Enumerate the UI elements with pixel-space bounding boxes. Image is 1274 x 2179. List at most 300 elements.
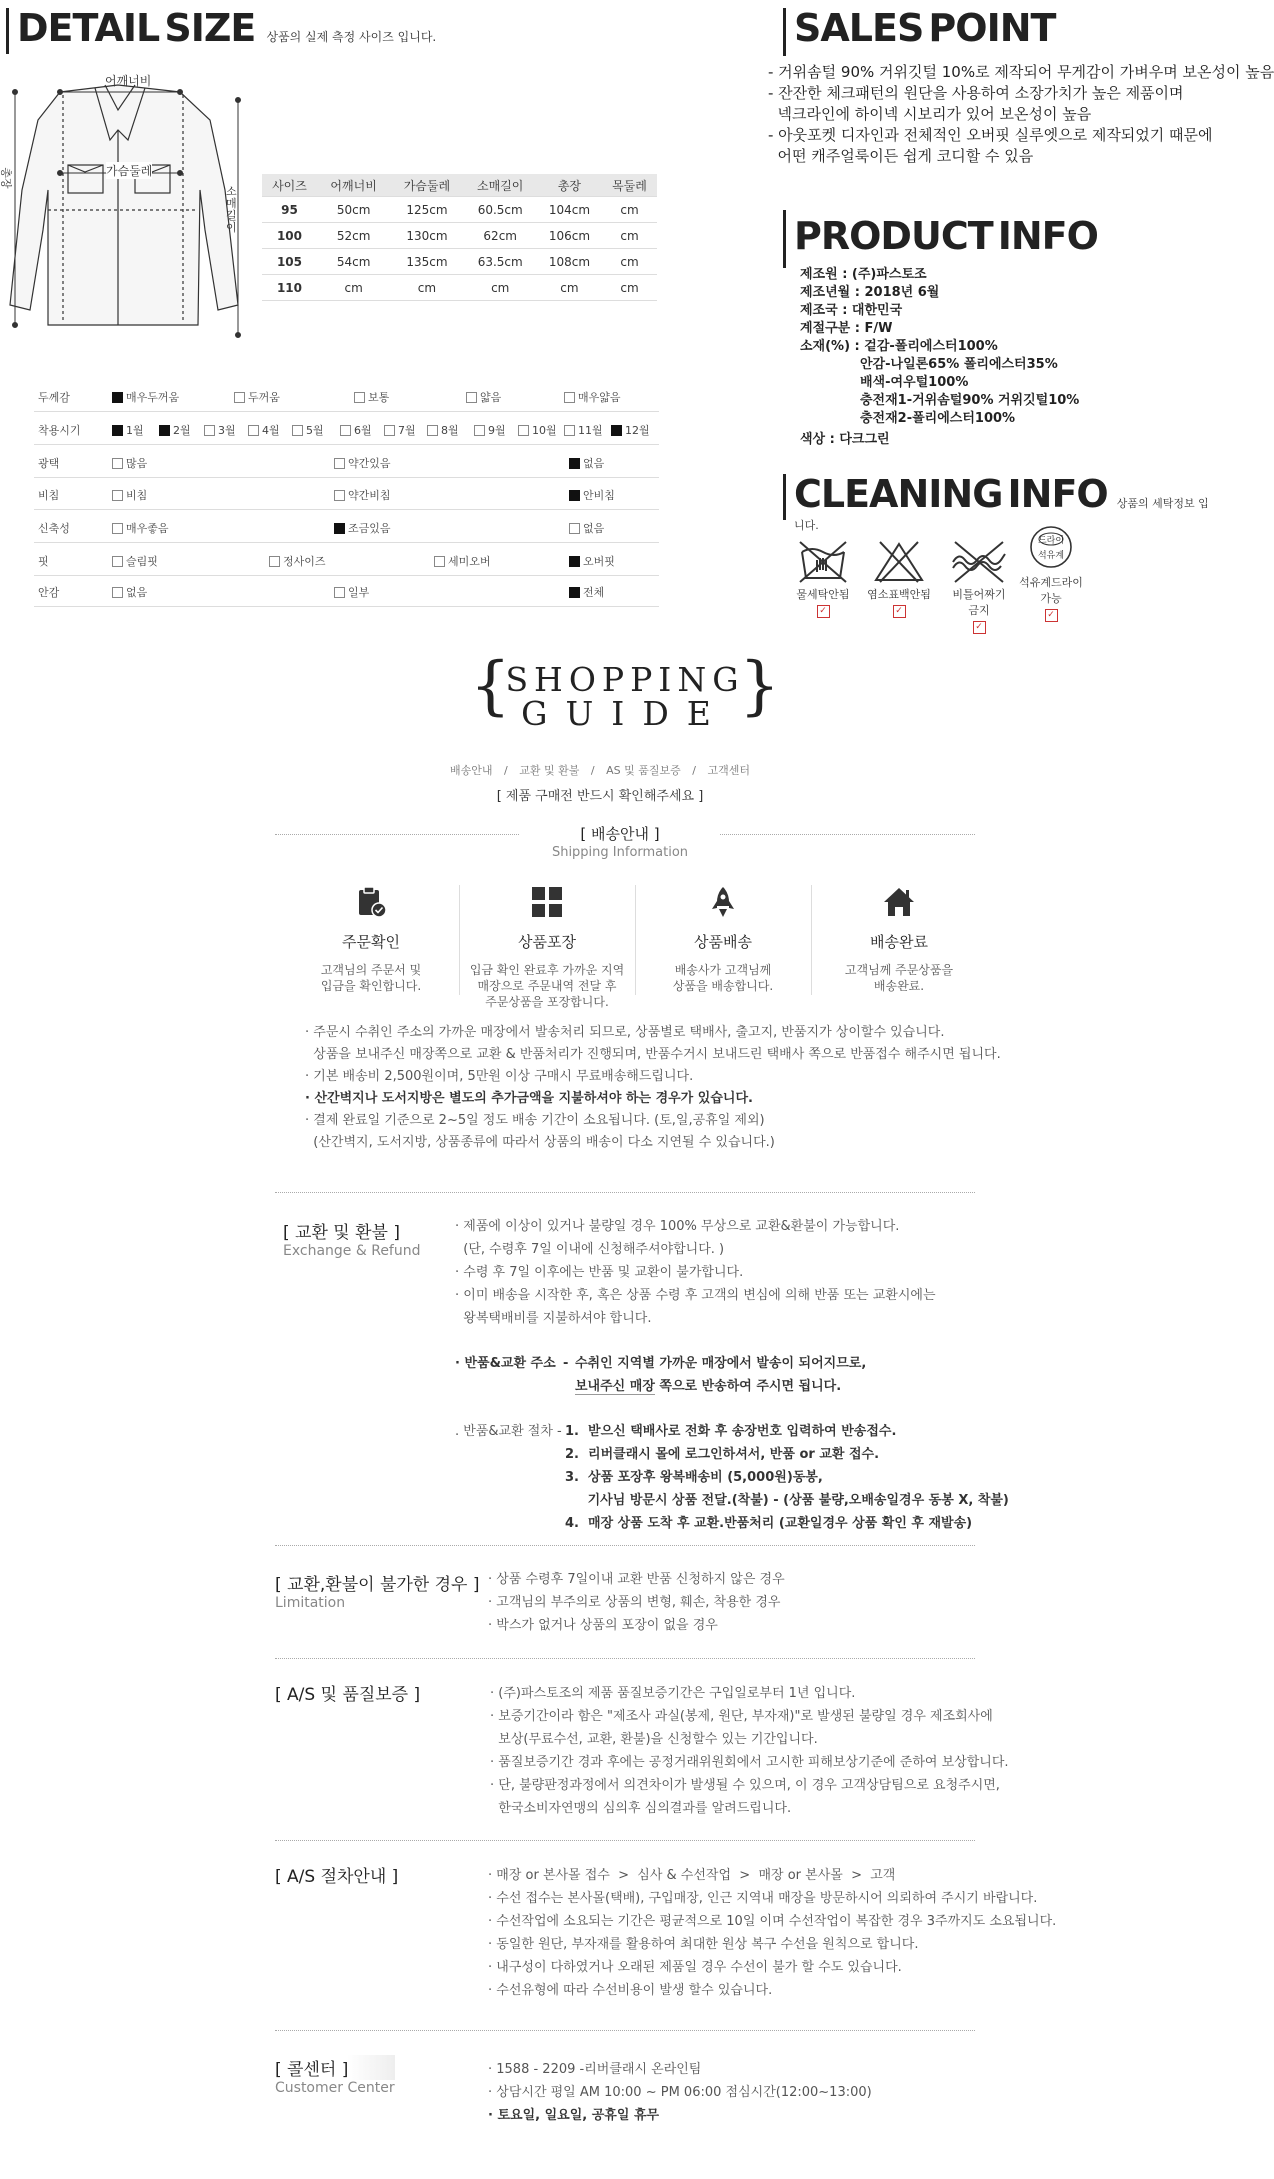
guide-brace-right: }: [739, 649, 780, 723]
care-item-no-bleach: [862, 538, 936, 618]
attribute-row: [34, 413, 659, 445]
length-label: 총장: [0, 167, 13, 189]
guide-title-bottom: GUIDE: [521, 694, 729, 733]
package-icon: [530, 885, 564, 919]
attribute-option: [569, 487, 615, 503]
shipping-note: · 결제 완료일 기준으로 2~5일 정도 배송 기간이 소요됩니다. (토,일,공휴일 제외): [305, 1113, 765, 1128]
check-icon: ✓: [893, 605, 906, 618]
attribute-option-label: 6월: [354, 424, 372, 437]
unchecked-box-icon: [112, 458, 123, 469]
as-process-line: · 수선 접수는 본사몰(택배), 구입매장, 인근 지역내 매장을 방문하시어 의뢰하여 주시기 바랍니다.: [488, 1891, 1038, 1906]
attribute-option-label: 9월: [488, 424, 506, 437]
size-cell: 135cm: [390, 249, 463, 275]
unchecked-box-icon: [248, 425, 259, 436]
attribute-option: [569, 520, 604, 536]
size-row: [262, 249, 657, 275]
attribute-option: [569, 553, 615, 569]
attribute-option: [112, 455, 147, 471]
return-address-line2: [575, 1375, 841, 1398]
as-process-title: [ A/S 절차안내 ]: [275, 1867, 399, 1887]
shipping-note: (산간벽지, 도서지방, 상품종류에 따라서 상품의 배송이 다소 지연될 수 있습니다.): [305, 1135, 775, 1150]
attribute-option: [384, 422, 416, 438]
step-desc: 고객님께 주문상품을 배송완료.: [844, 963, 954, 993]
attribute-option-label: 11월: [578, 424, 603, 437]
step-title: 배송완료: [870, 933, 928, 951]
size-cell: cm: [602, 275, 657, 301]
detail-title-b: SIZE: [164, 6, 256, 50]
attribute-option-label: 두꺼움: [248, 391, 280, 404]
attribute-option: [354, 389, 389, 405]
shipping-subtitle: Shipping Information: [551, 845, 689, 860]
customer-center-heading: [275, 2055, 395, 2096]
checked-box-icon: [112, 425, 123, 436]
product-info-line: 색상 : 다크그린: [800, 432, 890, 447]
unchecked-box-icon: [334, 458, 345, 469]
attribute-option: [292, 422, 324, 438]
attribute-option: [611, 422, 650, 438]
step-title: 주문확인: [342, 933, 400, 951]
unchecked-box-icon: [564, 392, 575, 403]
size-row: [262, 197, 657, 223]
unchecked-box-icon: [112, 556, 123, 567]
size-row: [262, 223, 657, 249]
attribute-label: 핏: [38, 555, 49, 568]
attribute-label: 안감: [38, 586, 60, 599]
step-package: [459, 885, 635, 1010]
attribute-option-label: 안비침: [583, 489, 615, 502]
sleeve-label: 소매길이: [226, 185, 237, 234]
as-line: · (주)파스토조의 제품 품질보증기간은 구입일로부터 1년 입니다.: [490, 1686, 856, 1701]
size-cell: cm: [464, 275, 537, 301]
as-process-line: · 내구성이 다하였거나 오래된 제품일 경우 수선이 불가 할 수도 있습니다.: [488, 1960, 902, 1975]
sales-title-a: SALES: [794, 6, 924, 50]
attribute-option-label: 많음: [126, 457, 148, 470]
check-icon: ✓: [973, 621, 986, 634]
shipping-note: · 주문시 수취인 주소의 가까운 매장에서 발송처리 되므로, 상품별로 택배사, 출고지, 반품지가 상이할수 있습니다.: [305, 1025, 945, 1040]
attribute-option-label: 4월: [262, 424, 280, 437]
cleaning-info-heading: [783, 472, 1213, 532]
return-process-step: 2. 리버클래시 몰에 로그인하셔서, 반품 or 교환 접수.: [565, 1447, 880, 1462]
customer-center-line: · 상담시간 평일 AM 10:00 ~ PM 06:00 점심시간(12:00~13:00): [488, 2085, 872, 2100]
rocket-icon: [706, 885, 740, 919]
as-process-body: [488, 1864, 1057, 2002]
home-icon: [882, 885, 916, 919]
attribute-option-label: 얇음: [480, 391, 502, 404]
attribute-option-label: 약간비침: [348, 489, 391, 502]
attribute-option: [564, 422, 603, 438]
product-title-a: PRODUCT: [794, 214, 993, 258]
step-desc: 고객님의 주문서 및 입금을 확인합니다.: [320, 963, 422, 993]
size-cell: 110: [262, 275, 317, 301]
checked-box-icon: [569, 587, 580, 598]
attribute-option: [474, 422, 506, 438]
attribute-option: [159, 422, 191, 438]
unchecked-box-icon: [434, 556, 445, 567]
attribute-label: 두께감: [38, 391, 70, 404]
sales-point-line: - 아웃포켓 디자인과 전체적인 오버핏 실루엣으로 제작되었기 때문에: [768, 126, 1213, 144]
exchange-line: · 이미 배송을 시작한 후, 혹은 상품 수령 후 고객의 변심에 의해 반품 또는 교환시에는: [455, 1288, 936, 1303]
unchecked-box-icon: [569, 523, 580, 534]
size-col-header: 목둘레: [602, 174, 657, 197]
product-info-line: 충전재2-폴리에스터100%: [860, 411, 1016, 426]
attribute-row: [34, 380, 659, 412]
sales-point-list: [768, 62, 1274, 167]
size-cell: 100: [262, 223, 317, 249]
care-item-dry-clean: [1014, 524, 1088, 622]
unchecked-box-icon: [269, 556, 280, 567]
exchange-line: · 수령 후 7일 이후에는 반품 및 교환이 불가합니다.: [455, 1265, 744, 1280]
cs-title: [ 콜센터 ]: [275, 2055, 395, 2080]
divider: [275, 2030, 975, 2031]
product-info-line: 충전재1-거위솜털90% 거위깃털10%: [860, 393, 1080, 408]
attribute-option-label: 오버핏: [583, 555, 615, 568]
shoulder-label: 어깨너비: [105, 74, 152, 88]
return-process-step: 3. 상품 포장후 왕복배송비 (5,000원)동봉,: [565, 1470, 823, 1485]
detail-size-heading: [6, 8, 436, 54]
return-process-label: . 반품&교환 절차 -: [455, 1424, 562, 1439]
shipping-note: 상품을 보내주신 매장쪽으로 교환 & 반품처리가 진행되며, 반품수거시 보내드린 택배사 쪽으로 반품접수 해주시면 됩니다.: [305, 1047, 1001, 1062]
sales-point-heading: [783, 8, 1055, 56]
checked-box-icon: [569, 556, 580, 567]
return-address-store: 보내주신 매장: [575, 1379, 655, 1394]
attribute-option: [334, 520, 391, 536]
product-info-line: 제조원 : (주)파스토조: [800, 267, 927, 282]
as-process-heading: [275, 1862, 398, 1887]
unchecked-box-icon: [354, 392, 365, 403]
as-process-line: · 동일한 원단, 부자재를 활용하여 최대한 원상 복구 수선을 원칙으로 합니다.: [488, 1937, 919, 1952]
unchecked-box-icon: [292, 425, 303, 436]
step-title: 상품포장: [518, 933, 576, 951]
return-process-step: 4. 매장 상품 도착 후 교환.반품처리 (교환일경우 상품 확인 후 재발송): [565, 1516, 973, 1531]
step-desc: 입금 확인 완료후 가까운 지역 매장으로 주문내역 전달 후 주문상품을 포장합니다.: [469, 963, 625, 1009]
product-info-line: 배색-여우털100%: [860, 375, 969, 390]
size-cell: cm: [602, 249, 657, 275]
size-cell: cm: [390, 275, 463, 301]
attribute-option-label: 없음: [583, 457, 605, 470]
cleaning-note: 상품의 세탁정보 입니다.: [794, 497, 1209, 532]
attribute-option: [234, 389, 280, 405]
divider: [275, 1840, 975, 1841]
size-cell: cm: [317, 275, 390, 301]
return-process-step: 1. 받으신 택배사로 전화 후 송장번호 입력하여 반송접수.: [565, 1424, 897, 1439]
unchecked-box-icon: [384, 425, 395, 436]
attribute-option-label: 슬림핏: [126, 555, 158, 568]
size-col-header: 가슴둘레: [390, 174, 463, 197]
size-cell: cm: [602, 197, 657, 223]
sales-title-b: POINT: [928, 6, 1056, 50]
customer-center-line: · 토요일, 일요일, 공휴일 휴무: [488, 2108, 660, 2123]
as-line: 보상(무료수선, 교환, 환불)을 신청할수 있는 기간입니다.: [490, 1732, 818, 1747]
exchange-heading: [283, 1218, 421, 1259]
care-label-hand-wash: 물세탁안됨: [796, 588, 850, 601]
attribute-option: [427, 422, 459, 438]
guide-nav-shipping[interactable]: 배송안내: [450, 764, 493, 777]
care-label-no-wring: 비틀어짜기 금지: [952, 588, 1006, 617]
checked-box-icon: [569, 490, 580, 501]
attribute-option-label: 5월: [306, 424, 324, 437]
unchecked-box-icon: [112, 523, 123, 534]
dry-clean-icon: [1028, 524, 1074, 570]
attribute-row: [34, 575, 659, 607]
guide-nav-as[interactable]: AS 및 품질보증: [606, 764, 681, 777]
detail-note: 상품의 실제 측정 사이즈 입니다.: [266, 30, 437, 44]
size-cell: 130cm: [390, 223, 463, 249]
size-cell: cm: [602, 223, 657, 249]
cleaning-title-a: CLEANING: [794, 472, 1003, 516]
care-label-no-bleach: 염소표백안됨: [867, 588, 931, 601]
guide-nav-cs[interactable]: 고객센터: [707, 764, 750, 777]
attribute-label: 신축성: [38, 522, 70, 535]
attribute-option: [112, 553, 158, 569]
product-info-list: [800, 266, 1200, 449]
check-icon: ✓: [817, 605, 830, 618]
size-cell: 62cm: [464, 223, 537, 249]
guide-nav: [300, 762, 900, 778]
attribute-option: [112, 422, 144, 438]
size-cell: 125cm: [390, 197, 463, 223]
unchecked-box-icon: [518, 425, 529, 436]
check-icon: ✓: [1045, 609, 1058, 622]
attribute-option-label: 약간있음: [348, 457, 391, 470]
limitation-title: [ 교환,환불이 불가한 경우 ]: [275, 1575, 480, 1595]
attribute-option: [204, 422, 236, 438]
unchecked-box-icon: [334, 587, 345, 598]
attribute-option-label: 정사이즈: [283, 555, 326, 568]
attribute-option-label: 전체: [583, 586, 605, 599]
attribute-label: 광택: [38, 457, 60, 470]
checked-box-icon: [159, 425, 170, 436]
attribute-row: [34, 446, 659, 478]
size-table-header: [262, 174, 657, 197]
attribute-option: [340, 422, 372, 438]
return-address-label: · 반품&교환 주소: [455, 1356, 556, 1371]
product-info-line: 계절구분 : F/W: [800, 321, 893, 336]
attribute-row: [34, 478, 659, 510]
attribute-option-label: 매우좋음: [126, 522, 169, 535]
attribute-option-label: 10월: [532, 424, 557, 437]
attribute-option-label: 세미오버: [448, 555, 491, 568]
no-bleach-icon: [872, 538, 926, 586]
unchecked-box-icon: [466, 392, 477, 403]
limitation-line: · 상품 수령후 7일이내 교환 반품 신청하지 않은 경우: [488, 1572, 785, 1587]
size-cell: 52cm: [317, 223, 390, 249]
attribute-row: [34, 544, 659, 576]
size-col-header: 소매길이: [464, 174, 537, 197]
attribute-option: [518, 422, 557, 438]
size-row: [262, 275, 657, 301]
hand-wash-icon: [796, 538, 850, 586]
attribute-option: [569, 455, 604, 471]
exchange-line: · 제품에 이상이 있거나 불량일 경우 100% 무상으로 교환&환불이 가능합니다.: [455, 1219, 900, 1234]
shipping-note: · 산간벽지나 도서지방은 별도의 추가금액을 지불하셔야 하는 경우가 있습니다.: [305, 1091, 753, 1106]
limitation-line: · 고객님의 부주의로 상품의 변형, 훼손, 착용한 경우: [488, 1595, 781, 1610]
shopping-guide-logo: [470, 649, 780, 733]
customer-center-body: [488, 2058, 1048, 2127]
shipping-title: [ 배송안내 ]: [520, 823, 720, 844]
size-table: [262, 174, 657, 301]
guide-nav-exchange[interactable]: 교환 및 환불: [519, 764, 580, 777]
product-info-line: 제조년월 : 2018년 6월: [800, 285, 940, 300]
care-item-hand-wash: [786, 538, 860, 618]
attribute-option: [112, 584, 147, 600]
cs-subtitle: Customer Center: [275, 2080, 395, 2096]
sales-point-line: - 거위솜털 90% 거위깃털 10%로 제작되어 무게감이 가벼우며 보온성이 높음: [768, 63, 1274, 81]
attribute-option: [564, 389, 621, 405]
size-col-header: 총장: [537, 174, 602, 197]
unchecked-box-icon: [234, 392, 245, 403]
checked-box-icon: [569, 458, 580, 469]
limitation-line: · 박스가 없거나 상품의 포장이 없을 경우: [488, 1618, 718, 1633]
dry-clean-icon-bottom: 석유계: [1037, 551, 1065, 561]
size-cell: 105: [262, 249, 317, 275]
chest-label: 가슴둘레: [106, 164, 153, 178]
size-cell: cm: [537, 275, 602, 301]
attribute-option: [466, 389, 501, 405]
shipping-note: · 기본 배송비 2,500원이며, 5만원 이상 구매시 무료배송해드립니다.: [305, 1069, 694, 1084]
attribute-option-label: 8월: [441, 424, 459, 437]
as-line: · 단, 불량판정과정에서 의견차이가 발생될 수 있으며, 이 경우 고객상담팀으로 요청주시면,: [490, 1778, 1000, 1793]
size-cell: 50cm: [317, 197, 390, 223]
guide-nav-sep: /: [692, 764, 696, 777]
attribute-option-label: 1월: [126, 424, 144, 437]
checked-box-icon: [611, 425, 622, 436]
order-check-icon: [354, 885, 388, 919]
attribute-option-label: 보통: [368, 391, 390, 404]
attribute-option: [434, 553, 491, 569]
exchange-title: [ 교환 및 환불 ]: [283, 1223, 400, 1243]
unchecked-box-icon: [334, 490, 345, 501]
exchange-line: (단, 수령후 7일 이내에 신청해주셔야합니다. ): [455, 1242, 725, 1257]
attribute-option: [112, 487, 147, 503]
size-col-header: 사이즈: [262, 174, 317, 197]
divider: [275, 1658, 975, 1659]
attribute-row: [34, 511, 659, 543]
step-order-check: [283, 885, 459, 994]
unchecked-box-icon: [427, 425, 438, 436]
attribute-option: [112, 389, 179, 405]
as-process-line: · 매장 or 본사몰 접수 > 심사 & 수선작업 > 매장 or 본사몰 > 고객: [488, 1868, 896, 1883]
attribute-option-label: 2월: [173, 424, 191, 437]
size-cell: 108cm: [537, 249, 602, 275]
as-title: [ A/S 및 품질보증 ]: [275, 1685, 421, 1705]
attribute-option-label: 없음: [583, 522, 605, 535]
return-address-dash: -: [563, 1356, 569, 1371]
return-process-step: 기사님 방문시 상품 전달.(착불) - (상품 불량,오배송일경우 동봉 X, 착불): [565, 1493, 1009, 1508]
as-line: 한국소비자연맹의 심의후 심의결과를 알려드립니다.: [490, 1801, 792, 1816]
attribute-option: [569, 584, 604, 600]
unchecked-box-icon: [474, 425, 485, 436]
exchange-line: 왕복택배비를 지불하셔야 합니다.: [455, 1311, 652, 1326]
attribute-option: [112, 520, 169, 536]
attribute-option-label: 조금있음: [348, 522, 391, 535]
guide-nav-sep: /: [504, 764, 508, 777]
sales-point-line: 넥크라인에 하이넥 시보리가 있어 보온성이 높음: [768, 105, 1092, 123]
care-item-no-wring: [942, 538, 1016, 634]
exchange-subtitle: Exchange & Refund: [283, 1243, 421, 1259]
divider: [275, 1192, 975, 1193]
as-line: · 품질보증기간 경과 후에는 공정거래위원회에서 고시한 피해보상기준에 준하여 보상합니다.: [490, 1755, 1009, 1770]
checked-box-icon: [112, 392, 123, 403]
shipping-steps: [283, 885, 987, 1009]
return-address-rest: 쪽으로 반송하여 주시면 됩니다.: [654, 1379, 842, 1394]
product-info-line: 제조국 : 대한민국: [800, 303, 903, 318]
return-address-line1: 수취인 지역별 가까운 매장에서 발송이 되어지므로,: [575, 1356, 867, 1371]
attribute-option: [334, 584, 369, 600]
sales-point-line: 어떤 캐주얼룩이든 쉽게 코디할 수 있음: [768, 147, 1034, 165]
as-heading: [275, 1680, 420, 1705]
size-cell: 104cm: [537, 197, 602, 223]
limitation-subtitle: Limitation: [275, 1595, 346, 1611]
dry-clean-icon-top: 드라이: [1037, 536, 1065, 546]
as-process-line: · 수선작업에 소요되는 기간은 평균적으로 10일 이며 수선작업이 복잡한 경우 3주까지도 소요됩니다.: [488, 1914, 1057, 1929]
attribute-option: [334, 487, 391, 503]
guide-nav-sep: /: [590, 764, 595, 777]
attribute-option-label: 매우얇음: [578, 391, 621, 404]
exchange-body: [455, 1215, 1015, 1536]
unchecked-box-icon: [112, 490, 123, 501]
guide-notice: [ 제품 구매전 반드시 확인해주세요 ]: [496, 789, 704, 804]
size-cell: 106cm: [537, 223, 602, 249]
attribute-option-label: 매우두꺼움: [126, 391, 180, 404]
attribute-option: [248, 422, 280, 438]
unchecked-box-icon: [564, 425, 575, 436]
return-process-steps: [565, 1420, 1009, 1535]
attribute-option-label: 없음: [126, 586, 148, 599]
attribute-option: [269, 553, 326, 569]
limitation-heading: [275, 1570, 480, 1611]
care-label-dry-clean: 석유계드라이 가능: [1019, 576, 1083, 605]
unchecked-box-icon: [112, 587, 123, 598]
attribute-option-label: 일부: [348, 586, 370, 599]
unchecked-box-icon: [340, 425, 351, 436]
size-cell: 54cm: [317, 249, 390, 275]
checked-box-icon: [334, 523, 345, 534]
size-cell: 63.5cm: [464, 249, 537, 275]
attribute-label: 비침: [38, 489, 60, 502]
as-process-line: · 수선유형에 따라 수선비용이 발생 할수 있습니다.: [488, 1983, 773, 1998]
customer-center-line: · 1588 - 2209 -리버클래시 온라인팀: [488, 2062, 702, 2077]
attribute-option-label: 12월: [625, 424, 650, 437]
attribute-option: [334, 455, 391, 471]
as-body: [490, 1682, 1050, 1820]
step-desc: 배송사가 고객님께 상품을 배송합니다.: [672, 963, 774, 993]
product-title-b: INFO: [997, 214, 1098, 258]
cleaning-title-b: INFO: [1007, 472, 1108, 516]
shipping-notes: [305, 1022, 1005, 1154]
step-title: 상품배송: [694, 933, 752, 951]
step-complete: [811, 885, 987, 994]
product-info-line: 안감-나일론65% 폴리에스터35%: [860, 357, 1058, 372]
product-info-line: 소재(%) : 겉감-폴리에스터100%: [800, 339, 998, 354]
product-info-heading: [783, 210, 1098, 268]
unchecked-box-icon: [204, 425, 215, 436]
no-wring-icon: [949, 538, 1009, 586]
guide-brace-left: {: [470, 649, 511, 723]
attribute-option-label: 7월: [398, 424, 416, 437]
detail-title-a: DETAIL: [17, 6, 160, 50]
size-cell: 95: [262, 197, 317, 223]
size-col-header: 어깨너비: [317, 174, 390, 197]
sales-point-line: - 잔잔한 체크패턴의 원단을 사용하여 소장가치가 높은 제품이며: [768, 84, 1184, 102]
attribute-option-label: 비침: [126, 489, 148, 502]
limitation-body: [488, 1568, 988, 1637]
as-line: · 보증기간이라 함은 "제조사 과실(봉제, 원단, 부자재)"로 발생된 불량일 경우 제조회사에: [490, 1709, 993, 1724]
size-cell: 60.5cm: [464, 197, 537, 223]
attribute-label: 착용시기: [38, 424, 81, 437]
attribute-option-label: 3월: [218, 424, 236, 437]
divider: [275, 1545, 975, 1546]
guide-title-top: SHOPPING: [505, 660, 745, 699]
